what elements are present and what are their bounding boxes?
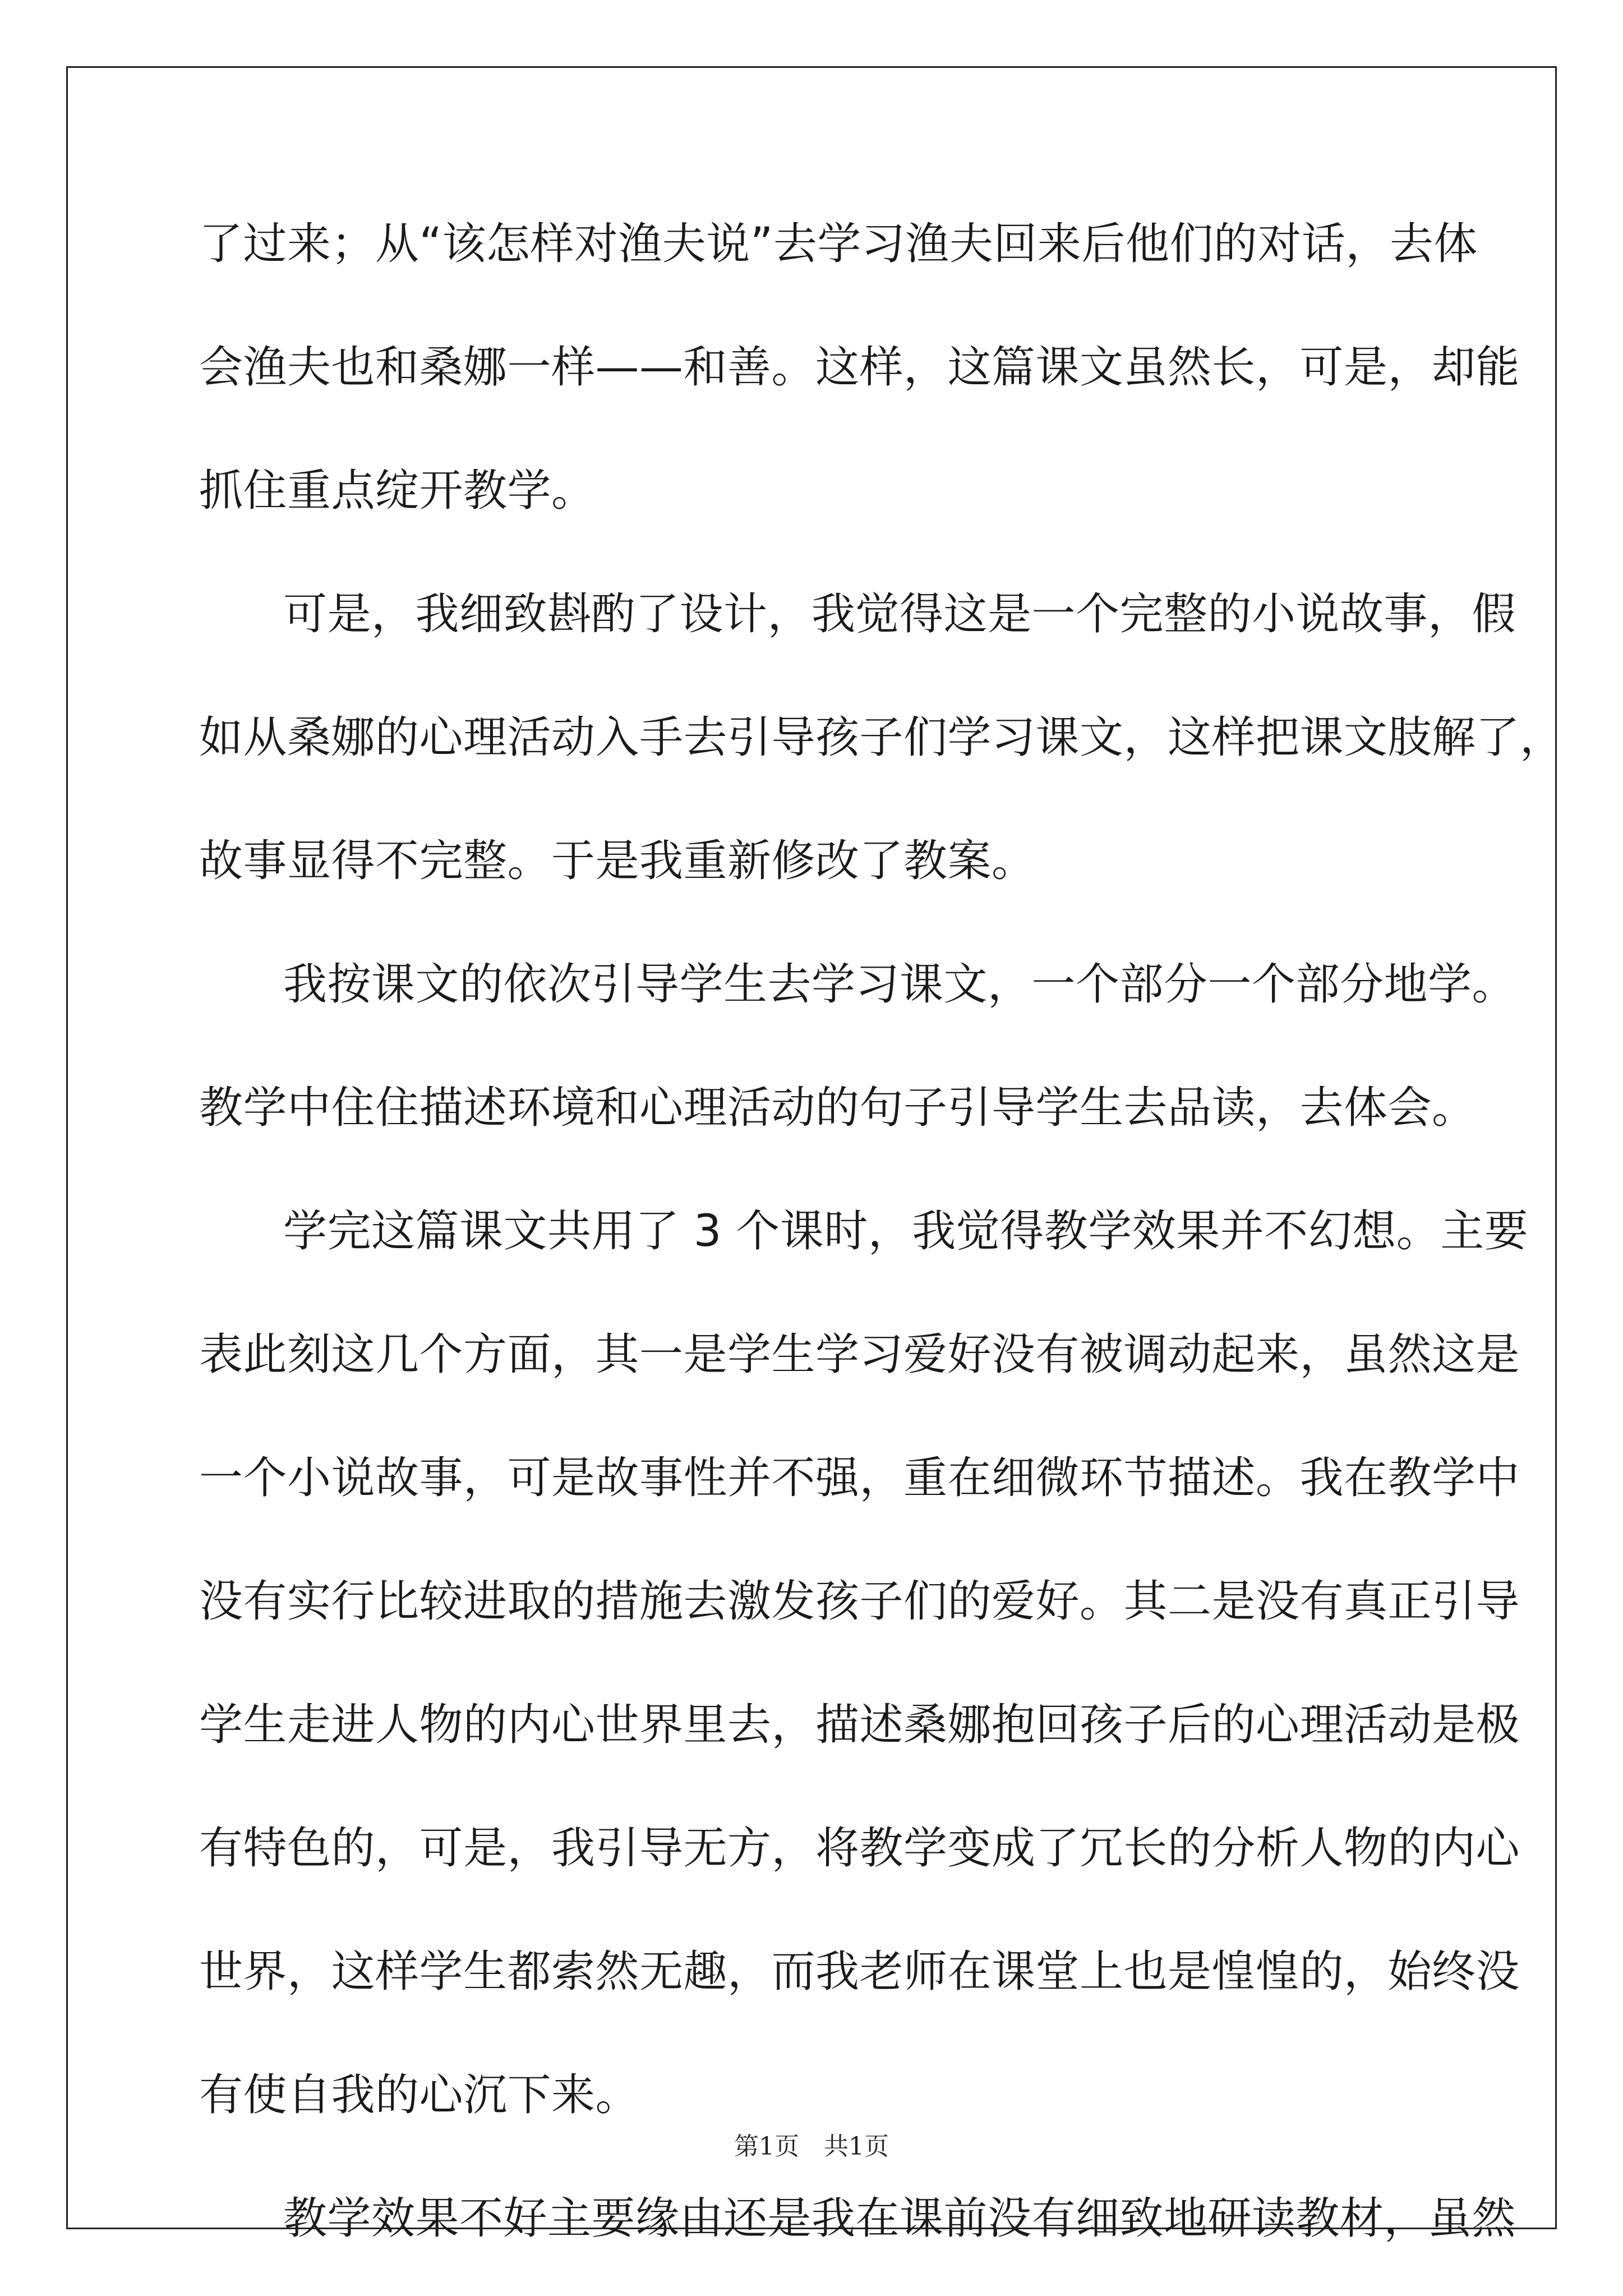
paragraph-first-line: 可是，我细致斟酌了设计，我觉得这是一个完整的小说故事，假 xyxy=(283,589,1516,639)
text-line: 教学中住住描述环境和心理活动的句子引导学生去品读，去体会。 xyxy=(199,1083,1476,1133)
paragraph-first-line: 我按课文的依次引导学生去学习课文，一个部分一个部分地学。 xyxy=(283,959,1516,1010)
paragraph-first-line: 教学效果不好主要缘由还是我在课前没有细致地研读教材，虽然 xyxy=(283,2193,1516,2244)
text-line: 故事显得不完整。于是我重新修改了教案。 xyxy=(199,836,1036,886)
page-number-footer: 第1页 共1页 xyxy=(734,2132,889,2161)
text-line: 了过来；从“该怎样对渔夫说”去学习渔夫回来后他们的对话，去体 xyxy=(199,219,1478,269)
text-line: 抓住重点绽开教学。 xyxy=(199,466,596,516)
text-line: 学生走进人物的内心世界里去，描述桑娜抱回孩子后的心理活动是极 xyxy=(199,1700,1520,1750)
text-line: 一个小说故事，可是故事性并不强，重在细微环节描述。我在教学中 xyxy=(199,1453,1520,1503)
text-line: 有特色的，可是，我引导无方，将教学变成了冗长的分析人物的内心 xyxy=(199,1823,1520,1874)
text-line: 有使自我的心沉下来。 xyxy=(199,2070,640,2120)
text-line: 世界，这样学生都索然无趣，而我老师在课堂上也是惶惶的，始终没 xyxy=(199,1947,1520,1997)
paragraph-first-line: 学完这篇课文共用了 3 个课时，我觉得教学效果并不幻想。主要 xyxy=(283,1206,1529,1257)
text-line: 会渔夫也和桑娜一样——和善。这样，这篇课文虽然长，可是，却能 xyxy=(199,342,1520,393)
text-line: 如从桑娜的心理活动入手去引导孩子们学习课文，这样把课文肢解了， xyxy=(199,712,1564,763)
text-line: 没有实行比较进取的措施去激发孩子们的爱好。其二是没有真正引导 xyxy=(199,1576,1520,1627)
text-line: 表此刻这几个方面，其一是学生学习爱好没有被调动起来，虽然这是 xyxy=(199,1329,1520,1380)
